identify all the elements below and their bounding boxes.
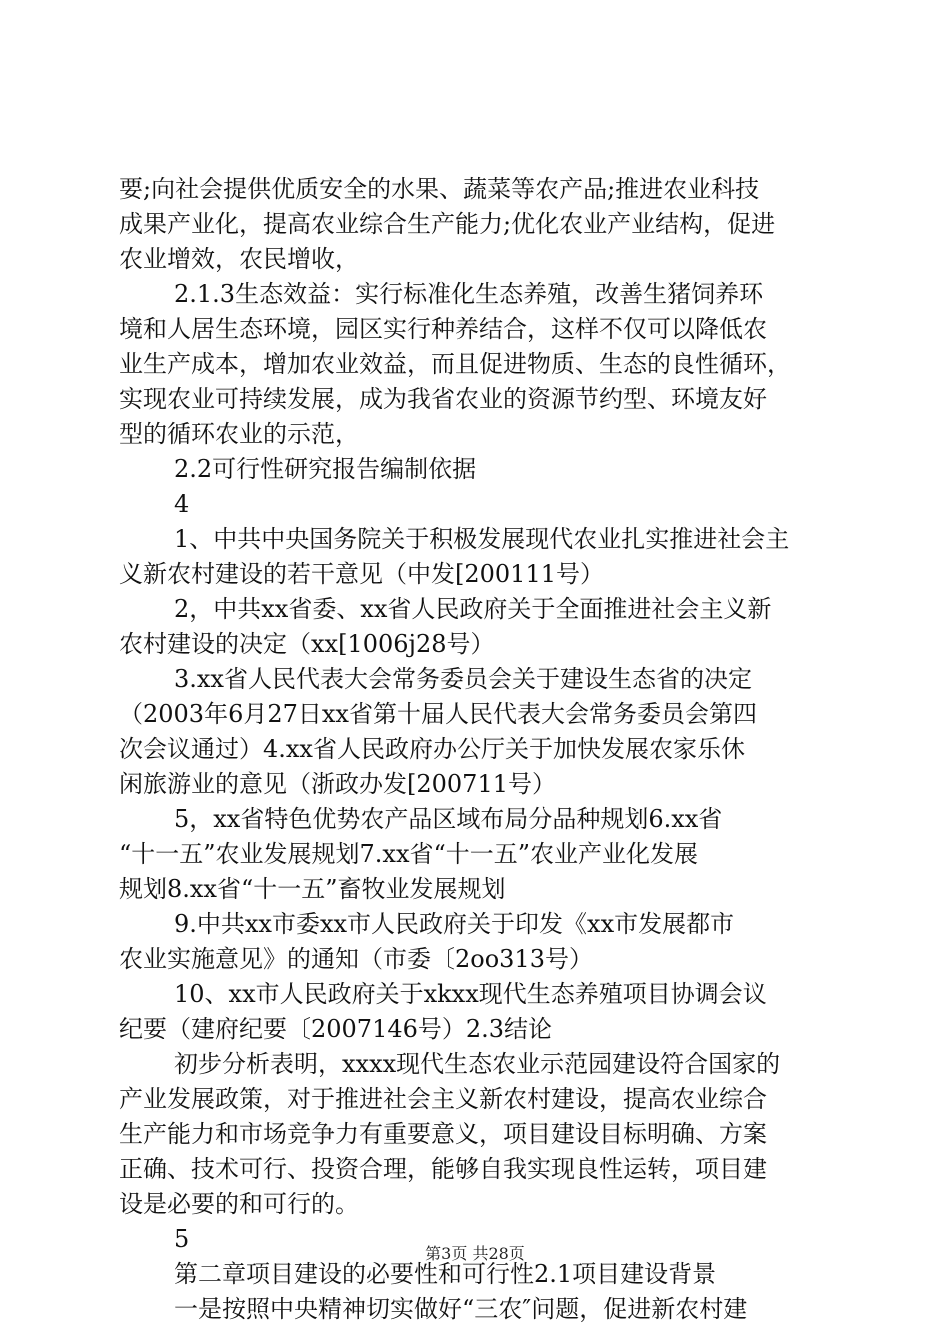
- text-line: 第二章项目建设的必要性和可行性2.1项目建设背景: [174, 1260, 717, 1288]
- text-line: 规划8.xx省“十一五”畜牧业发展规划: [119, 875, 506, 903]
- text-line: （2003年6月27日xx省第十届人民代表大会常务委员会第四: [119, 700, 757, 728]
- text-line: 农业增效，农民增收，: [119, 245, 359, 273]
- text-line: 9.中共xx市委xx市人民政府关于印发《xx市发展都市: [174, 910, 735, 938]
- text-line: 3.xx省人民代表大会常务委员会关于建设生态省的决定: [174, 665, 752, 693]
- text-line: 义新农村建设的若干意见（中发[200111号）: [119, 560, 604, 588]
- text-line: 要;向社会提供优质安全的水果、蔬菜等农产品;推进农业科技: [119, 175, 760, 203]
- text-line: 农村建设的决定（xx[1006j28号）: [119, 630, 495, 658]
- text-line: 业生产成本，增加农业效益，而且促进物质、生态的良性循环，: [119, 350, 791, 378]
- text-line: 5，xx省特色优势农产品区域布局分品种规划6.xx省: [174, 805, 723, 833]
- text-line: 1、中共中央国务院关于积极发展现代农业扎实推进社会主: [174, 525, 790, 553]
- text-line: 闲旅游业的意见（浙政办发[200711号）: [119, 770, 556, 798]
- text-line: 2.1.3生态效益：实行标准化生态养殖，改善生猪饲养环: [174, 280, 764, 308]
- text-line: 一是按照中央精神切实做好“三农″问题，促进新农村建: [174, 1295, 748, 1323]
- text-line: 2，中共xx省委、xx省人民政府关于全面推进社会主义新: [174, 595, 772, 623]
- text-line: “十一五”农业发展规划7.xx省“十一五”农业产业化发展: [119, 840, 699, 868]
- page-footer: [0, 1241, 950, 1264]
- text-line: 10、xx市人民政府关于xkxx现代生态养殖项目协调会议: [174, 980, 767, 1008]
- text-line: 成果产业化，提高农业综合生产能力;优化农业产业结构，促进: [119, 210, 776, 238]
- text-line: 初步分析表明，xxxx现代生态农业示范园建设符合国家的: [174, 1050, 781, 1078]
- document-body: [119, 172, 839, 1327]
- text-line: 次会议通过）4.xx省人民政府办公厅关于加快发展农家乐休: [119, 735, 745, 763]
- text-line: 农业实施意见》的通知（市委〔2oo313号）: [119, 945, 593, 973]
- text-line: 型的循环农业的示范，: [119, 420, 359, 448]
- text-line: 产业发展政策，对于推进社会主义新农村建设，提高农业综合: [119, 1085, 767, 1113]
- text-line: 2.2可行性研究报告编制依据: [174, 455, 477, 483]
- text-line: 纪要（建府纪要〔2007146号）2.3结论: [119, 1015, 553, 1043]
- text-line: 正确、技术可行、投资合理，能够自我实现良性运转，项目建: [119, 1155, 767, 1183]
- text-line: 设是必要的和可行的。: [119, 1190, 359, 1218]
- text-line: 实现农业可持续发展，成为我省农业的资源节约型、环境友好: [119, 385, 767, 413]
- text-line: 4: [174, 490, 190, 518]
- page-number-label: 第3页 共28页: [425, 1244, 525, 1263]
- text-line: 5: [174, 1225, 190, 1253]
- text-line: 境和人居生态环境，园区实行种养结合，这样不仅可以降低农: [119, 315, 767, 343]
- text-line: 生产能力和市场竞争力有重要意义，项目建设目标明确、方案: [119, 1120, 767, 1148]
